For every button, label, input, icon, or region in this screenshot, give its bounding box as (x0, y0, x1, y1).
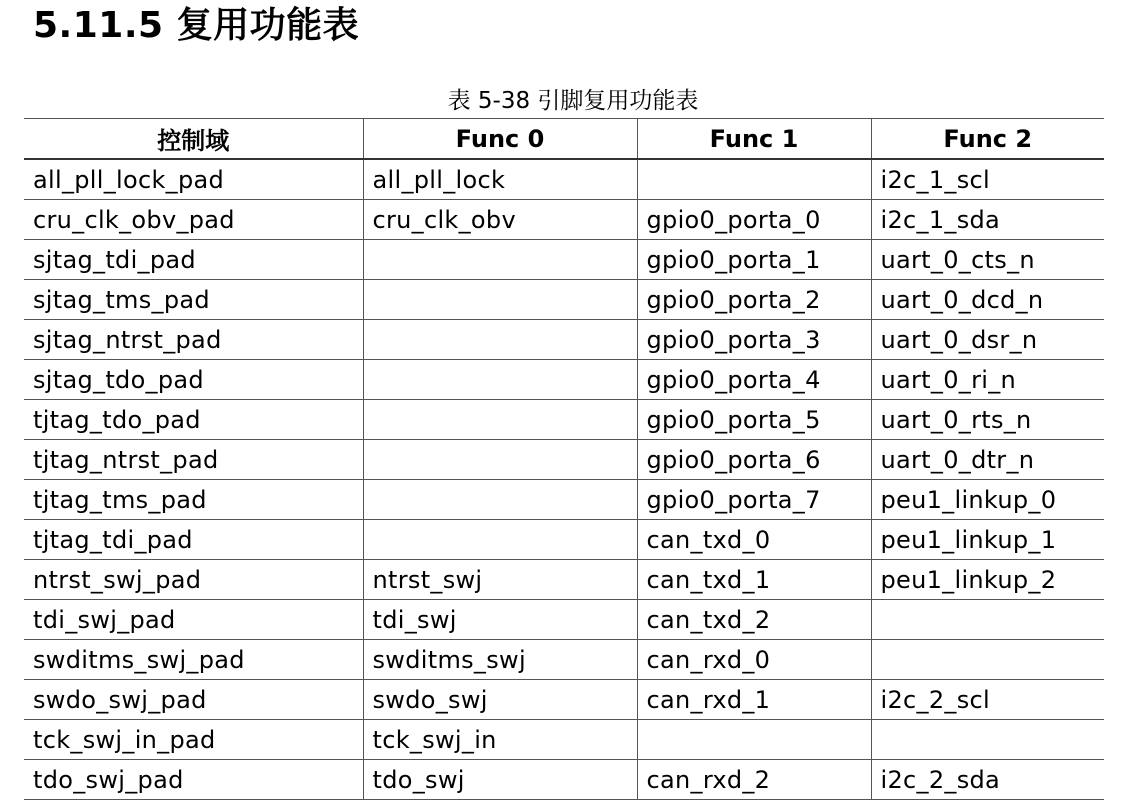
cell-func2: peu1_linkup_0 (871, 480, 1104, 520)
cell-control-domain: tjtag_ntrst_pad (24, 440, 363, 480)
cell-func1: can_txd_0 (637, 520, 871, 560)
cell-func2: peu1_linkup_2 (871, 560, 1104, 600)
cell-func1: gpio0_porta_0 (637, 200, 871, 240)
cell-func2 (871, 720, 1104, 760)
table-header-row (24, 119, 1104, 160)
cell-control-domain: tjtag_tdi_pad (24, 520, 363, 560)
cell-control-domain: cru_clk_obv_pad (24, 200, 363, 240)
table-row (24, 720, 1104, 760)
table-row (24, 560, 1104, 600)
cell-func0 (363, 440, 637, 480)
cell-func2: i2c_1_sda (871, 200, 1104, 240)
cell-control-domain: sjtag_ntrst_pad (24, 320, 363, 360)
cell-func1 (637, 159, 871, 200)
cell-control-domain: tjtag_tms_pad (24, 480, 363, 520)
table-row (24, 360, 1104, 400)
table-row (24, 320, 1104, 360)
cell-control-domain: all_pll_lock_pad (24, 159, 363, 200)
cell-func2 (871, 600, 1104, 640)
table-body (24, 159, 1104, 800)
header-func1: Func 1 (637, 119, 871, 160)
cell-func0: tdi_swj (363, 600, 637, 640)
cell-func1: gpio0_porta_1 (637, 240, 871, 280)
cell-func1: can_txd_1 (637, 560, 871, 600)
cell-func0: swdo_swj (363, 680, 637, 720)
cell-control-domain: swditms_swj_pad (24, 640, 363, 680)
cell-func2 (871, 640, 1104, 680)
cell-control-domain: sjtag_tdi_pad (24, 240, 363, 280)
table-row (24, 520, 1104, 560)
cell-func0 (363, 480, 637, 520)
header-func0: Func 0 (363, 119, 637, 160)
table-row (24, 440, 1104, 480)
header-control-domain: 控制域 (24, 119, 363, 160)
cell-control-domain: tck_swj_in_pad (24, 720, 363, 760)
cell-func1: can_txd_2 (637, 600, 871, 640)
cell-control-domain: ntrst_swj_pad (24, 560, 363, 600)
cell-func2: i2c_2_sda (871, 760, 1104, 800)
cell-func1 (637, 720, 871, 760)
table-row (24, 400, 1104, 440)
cell-func0: tdo_swj (363, 760, 637, 800)
table-row (24, 240, 1104, 280)
cell-func1: gpio0_porta_7 (637, 480, 871, 520)
cell-func2: i2c_2_scl (871, 680, 1104, 720)
cell-func1: gpio0_porta_5 (637, 400, 871, 440)
cell-func2: i2c_1_scl (871, 159, 1104, 200)
cell-func1: gpio0_porta_6 (637, 440, 871, 480)
section-title: 5.11.5 复用功能表 (33, 5, 360, 46)
cell-func2: uart_0_dtr_n (871, 440, 1104, 480)
cell-control-domain: tdo_swj_pad (24, 760, 363, 800)
cell-func2: peu1_linkup_1 (871, 520, 1104, 560)
cell-control-domain: sjtag_tdo_pad (24, 360, 363, 400)
cell-func1: can_rxd_0 (637, 640, 871, 680)
cell-func1: can_rxd_1 (637, 680, 871, 720)
table-row (24, 600, 1104, 640)
cell-control-domain: swdo_swj_pad (24, 680, 363, 720)
cell-func2: uart_0_ri_n (871, 360, 1104, 400)
cell-func0: tck_swj_in (363, 720, 637, 760)
cell-func1: gpio0_porta_4 (637, 360, 871, 400)
table-row (24, 200, 1104, 240)
cell-func0 (363, 520, 637, 560)
table-row (24, 680, 1104, 720)
cell-control-domain: tjtag_tdo_pad (24, 400, 363, 440)
table-row (24, 760, 1104, 800)
cell-func2: uart_0_cts_n (871, 240, 1104, 280)
cell-func1: gpio0_porta_2 (637, 280, 871, 320)
table-row (24, 640, 1104, 680)
cell-func0: all_pll_lock (363, 159, 637, 200)
header-func2: Func 2 (871, 119, 1104, 160)
cell-func0: swditms_swj (363, 640, 637, 680)
cell-func2: uart_0_dcd_n (871, 280, 1104, 320)
cell-func0 (363, 400, 637, 440)
cell-func0: ntrst_swj (363, 560, 637, 600)
cell-func0: cru_clk_obv (363, 200, 637, 240)
cell-func2: uart_0_rts_n (871, 400, 1104, 440)
table-row (24, 480, 1104, 520)
cell-func0 (363, 280, 637, 320)
cell-func1: can_rxd_2 (637, 760, 871, 800)
cell-func0 (363, 240, 637, 280)
cell-control-domain: tdi_swj_pad (24, 600, 363, 640)
cell-func1: gpio0_porta_3 (637, 320, 871, 360)
table-row (24, 280, 1104, 320)
table-row (24, 159, 1104, 200)
table-caption: 表 5-38 引脚复用功能表 (447, 88, 699, 114)
cell-func0 (363, 360, 637, 400)
cell-control-domain: sjtag_tms_pad (24, 280, 363, 320)
cell-func2: uart_0_dsr_n (871, 320, 1104, 360)
pin-mux-table (24, 118, 1104, 800)
cell-func0 (363, 320, 637, 360)
